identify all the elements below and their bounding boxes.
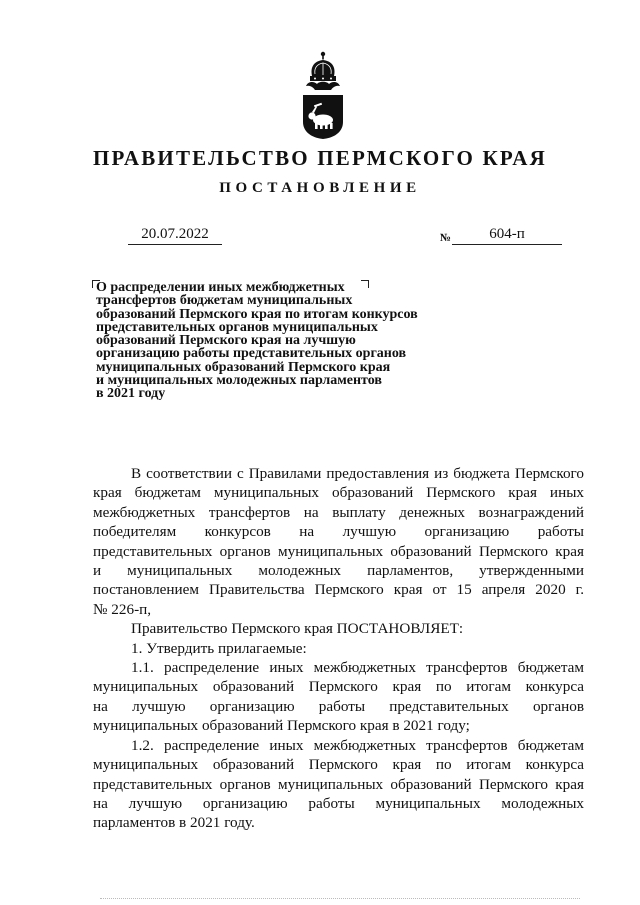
document-body	[93, 464, 584, 833]
subject-line: представительных органов муниципальных	[96, 319, 378, 335]
subject-line: образований Пермского края на лучшую	[96, 333, 356, 349]
body-line: муниципальных образований Пермского края по итогам конкурса	[93, 678, 584, 696]
body-line: представительных органов муниципальных образований Пермского края	[93, 542, 584, 560]
body-line: 1.2. распределение иных межбюджетных трансфертов бюджетам	[131, 736, 584, 754]
subject-line: трансфертов бюджетам муниципальных	[96, 293, 353, 309]
coat-of-arms-icon	[298, 50, 348, 140]
body-line: 1. Утвердить прилагаемые:	[131, 639, 307, 657]
body-line: и муниципальных молодежных парламентов, утвержденными	[93, 562, 584, 580]
subject-line: в 2021 году	[96, 386, 166, 402]
body-line: победителям конкурсов на лучшую организацию работы	[93, 523, 584, 541]
number-sign: №	[440, 232, 452, 244]
body-line: парламентов в 2021 году.	[93, 814, 255, 832]
body-line: края бюджетам муниципальных образований Пермского края иных	[93, 484, 584, 502]
body-line: № 226-п,	[93, 600, 152, 618]
body-line: муниципальных образований Пермского края в 2021 году;	[93, 717, 470, 735]
body-line: представительных органов муниципальных образований Пермского края	[93, 775, 584, 793]
subject-line: образований Пермского края по итогам конкурсов	[96, 306, 418, 322]
body-line: постановлением Правительства Пермского края от 15 апреля 2020 г.	[93, 581, 584, 599]
body-line: на лучшую организацию работы муниципальных молодежных	[93, 794, 584, 812]
body-line: муниципальных образований Пермского края по итогам конкурса	[93, 756, 584, 774]
body-line: межбюджетных трансфертов на выплату денежных вознаграждений	[93, 503, 584, 521]
crown-icon	[306, 52, 340, 90]
body-line: В соответствии с Правилами предоставления из бюджета Пермского	[131, 465, 584, 482]
subject-line: О распределении иных межбюджетных	[96, 280, 345, 295]
body-line: на лучшую организацию работы представительных органов	[93, 697, 584, 715]
document-subject	[96, 281, 466, 401]
body-line: 1.1. распределение иных межбюджетных трансфертов бюджетам	[131, 659, 584, 677]
subject-line: муниципальных образований Пермского края	[96, 359, 391, 375]
document-type: ПОСТАНОВЛЕНИЕ	[219, 180, 421, 196]
document-number: 604-п	[452, 226, 562, 245]
subject-line: и муниципальных молодежных парламентов	[96, 373, 382, 389]
subject-line: организацию работы представительных органов	[96, 346, 407, 362]
body-line: Правительство Пермского края ПОСТАНОВЛЯЕТ:	[131, 620, 464, 638]
government-title: ПРАВИТЕЛЬСТВО ПЕРМСКОГО КРАЯ	[92, 146, 547, 170]
scan-artifact	[100, 898, 580, 902]
document-date: 20.07.2022	[128, 226, 222, 245]
